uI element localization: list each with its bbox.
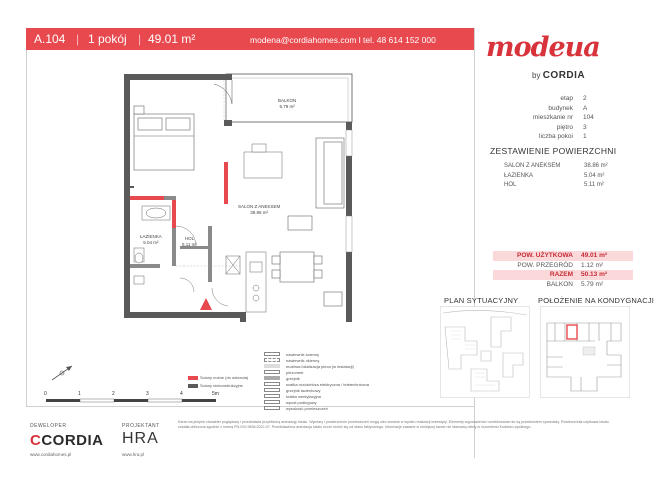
designer-label: PROJEKTANT (122, 423, 160, 429)
developer-website[interactable]: www.cordiahomes.pl (30, 452, 72, 457)
logo-byline: by CORDIA (532, 70, 586, 81)
designer-logo: HRA (122, 430, 159, 447)
frame-line (26, 50, 27, 406)
separator: | (138, 32, 142, 46)
totals-table (493, 251, 633, 289)
floor-plan-drawing (541, 307, 629, 397)
floor-plan-svg (120, 66, 360, 326)
total-row-usable: POW. UŻYTKOWA 49.01 m² (493, 251, 633, 261)
total-row-partitions: POW. PRZEGRÓD 1.12 m² (517, 261, 604, 269)
legend-item: wpust podłogowy (264, 400, 317, 405)
header-band (26, 28, 474, 50)
separator: | (76, 32, 80, 46)
legend-item: możliwa lokalizacja pieca (w instalacji) (264, 364, 354, 369)
legend-item: grzejnik łazienkowy (264, 388, 320, 393)
developer-logo: CCORDIA (30, 432, 104, 449)
installation-shafts (226, 256, 240, 274)
scale-tick: 0 (44, 391, 47, 397)
unit-code: A.104 (34, 32, 66, 46)
info-row: mieszkanie nr 104 (532, 114, 594, 122)
scale-tick: 1 (78, 391, 81, 397)
disclaimer-text: Karta ma jedynie charakter poglądowy i przedstawia przybliżoną aranżację lokalu. Wymiary i powierzchnie pomieszczeń mogą ulec zmianie w wyniku realizacji inwestycji. Elementy wyposażenia i umeblowania nie są przedmiotem sprzedaży. Powierzchnia użytkowa lokalu została obliczona zgodnie z normą PN-ISO 9836:2022-07. Przedstawiona aranżacja lokalu może różnić się od stanu faktycznego. Informacje zawarte w niniejszej karcie nie stanowią oferty w rozumieniu Kodeksu cywilnego. (178, 420, 609, 429)
room-label-hall: HOL 5.11 m² (182, 236, 197, 247)
total-row-sum: RAZEM 50.13 m² (493, 270, 633, 280)
summary-row: SALON Z ANEKSEM 38.86 m² (504, 163, 608, 169)
room-count: 1 pokój (88, 32, 127, 46)
info-row: liczba pokoi 1 (539, 133, 587, 141)
legend-item: szafka rozdzielcza elektryczna / teletechniczna (264, 382, 369, 387)
partition-wall-swatch (188, 384, 198, 388)
unit-info-table (500, 95, 620, 143)
bed (134, 106, 194, 170)
legend-item: grzejnik (264, 376, 300, 381)
dining-table (272, 252, 342, 306)
site-plan-drawing (441, 307, 529, 397)
info-row: piętro 3 (556, 123, 587, 131)
room-label-living: SALON Z ANEKSEM 38.86 m² (238, 204, 281, 215)
north-arrow-icon (48, 360, 78, 384)
desk (244, 144, 282, 178)
room-label-balcony: BALKON 5.79 m² (278, 98, 297, 109)
summary-row: ŁAZIENKA 5.04 m² (504, 172, 605, 179)
unit-area: 49.01 m² (148, 32, 196, 46)
scale-tick: 2 (112, 391, 115, 397)
scale-tick: 5m (212, 391, 219, 397)
legend-item: kratka wentylacyjna (264, 394, 321, 399)
logo-company: CORDIA (542, 70, 586, 81)
cordia-mark-icon: C (30, 432, 42, 449)
contact-info[interactable]: modena@cordiahomes.com l tel. 48 614 152 000 (250, 35, 436, 45)
scale-tick: 4 (180, 391, 183, 397)
summary-title: ZESTAWIENIE POWIERZCHNI (490, 146, 617, 156)
room-label-bathroom: ŁAZIENKA 5.04 m² (140, 234, 162, 245)
info-row: budynek A (548, 104, 588, 112)
structural-wall-swatch (188, 376, 198, 380)
kitchen-counter (246, 252, 266, 312)
designer-website[interactable]: www.hra.pl (122, 452, 145, 457)
summary-table (490, 163, 630, 192)
scale-tick: 3 (146, 391, 149, 397)
scale-bar-graphic (46, 391, 226, 405)
legend-item: nawiewnik ścienny (264, 352, 319, 357)
situational-plan-label: PLAN SYTUACYJNY (444, 296, 519, 305)
total-row-balcony: BALKON 5.79 m² (546, 281, 604, 289)
bathroom-fixtures (134, 206, 170, 284)
developer-label: DEWELOPER (30, 423, 67, 429)
legend-item: nawiewnik okienny (264, 358, 319, 363)
floor-position-label: POŁOŻENIE NA KONDYGNACJI (538, 296, 654, 305)
floor-position-map (540, 306, 630, 398)
summary-row: HOL 5.11 m² (504, 182, 604, 189)
situational-plan-map (440, 306, 530, 398)
sofa (288, 138, 344, 230)
legend-item: wysokość pomieszczeń (264, 406, 328, 411)
logo-wordmark: modeua (486, 32, 600, 63)
modena-logo (486, 32, 636, 81)
legend-item: piezometr (264, 370, 304, 375)
scale-bar (46, 391, 226, 410)
info-row: etap 2 (560, 95, 587, 102)
floor-plan (120, 66, 360, 331)
